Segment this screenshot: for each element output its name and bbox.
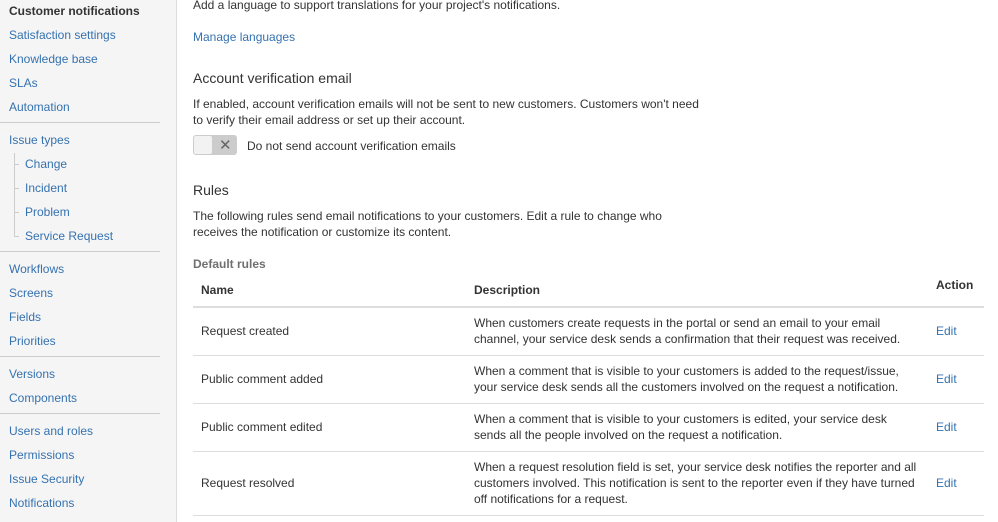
sidebar-item-incident[interactable]: Incident [25,181,68,195]
sidebar-item-issue-security[interactable]: Issue Security [9,472,85,486]
rule-description: When a comment that is visible to your customers is edited, your service desk sends all the people involved on the request a notification. [466,403,928,451]
rule-description: When customers create requests in the portal or send an email to your email channel, your service desk sends a confirmation that their request was received. [466,307,928,355]
sidebar [0,0,177,522]
sidebar-item-fields[interactable]: Fields [9,310,42,324]
sidebar-item-permissions[interactable]: Permissions [9,448,75,462]
rules-table [193,274,984,516]
edit-rule-link[interactable]: Edit [936,476,957,490]
header-description: Description [466,274,928,307]
tree-branch [14,164,19,165]
sidebar-item-workflows[interactable]: Workflows [9,262,65,276]
sidebar-item-versions[interactable]: Versions [9,367,56,381]
default-rules-subtitle: Default rules [193,257,266,271]
toggle-knob [194,136,212,154]
verification-desc-2: to verify their email address or set up their account. [193,113,466,127]
edit-rule-link[interactable]: Edit [936,420,957,434]
sidebar-item-components[interactable]: Components [9,391,78,405]
sidebar-item-change[interactable]: Change [25,157,68,171]
sidebar-item-satisfaction-settings[interactable]: Satisfaction settings [9,28,116,42]
sidebar-divider [0,251,160,252]
header-name: Name [193,274,466,307]
sidebar-item-users-and-roles[interactable]: Users and roles [9,424,94,438]
verification-desc-1: If enabled, account verification emails will not be sent to new customers. Customers won't need [193,97,699,111]
sidebar-divider [0,356,160,357]
sidebar-divider [0,413,160,414]
edit-rule-link[interactable]: Edit [936,324,957,339]
languages-description: Add a language to support translations for your project's notifications. [193,0,561,12]
table-row [193,307,984,355]
sidebar-item-issue-types[interactable]: Issue types [9,133,70,147]
toggle-label: Do not send account verification emails [247,139,456,153]
manage-languages-link[interactable]: Manage languages [193,30,296,44]
rules-desc-2: receives the notification or customize its content. [193,225,452,239]
close-icon: ✕ [219,137,232,154]
sidebar-item-knowledge-base[interactable]: Knowledge base [9,52,98,66]
sidebar-item-service-request[interactable]: Service Request [25,229,114,243]
rule-name: Request created [193,307,466,355]
rule-name: Request resolved [193,451,466,515]
verification-title: Account verification email [193,70,352,86]
rule-name: Public comment edited [193,403,466,451]
sidebar-item-priorities[interactable]: Priorities [9,334,56,348]
tree-line [14,153,15,237]
sidebar-item-automation[interactable]: Automation [9,100,70,114]
rule-name: Public comment added [193,355,466,403]
rule-description: When a request resolution field is set, your service desk notifies the reporter and all customers involved. This notification is sent to the reporter even if they have turned off notifications for a request. [466,451,928,515]
header-action: Action [928,274,984,307]
tree-branch [14,212,19,213]
rules-desc-1: The following rules send email notifications to your customers. Edit a rule to change who [193,209,662,223]
sidebar-item-notifications[interactable]: Notifications [9,496,75,510]
table-row [193,451,984,515]
sidebar-divider [0,122,160,123]
table-row [193,355,984,403]
sidebar-item-customer-notifications[interactable]: Customer notifications [9,4,140,18]
tree-branch [14,188,19,189]
sidebar-item-slas[interactable]: SLAs [9,76,38,90]
verification-toggle[interactable] [193,135,237,155]
edit-rule-link[interactable]: Edit [936,372,957,386]
sidebar-item-problem[interactable]: Problem [25,205,70,219]
tree-branch [14,236,19,237]
rule-description: When a comment that is visible to your customers is added to the request/issue, your service desk sends all the customers involved on the request a notification. [466,355,928,403]
sidebar-item-screens[interactable]: Screens [9,286,54,300]
table-row [193,403,984,451]
rules-title: Rules [193,182,229,198]
